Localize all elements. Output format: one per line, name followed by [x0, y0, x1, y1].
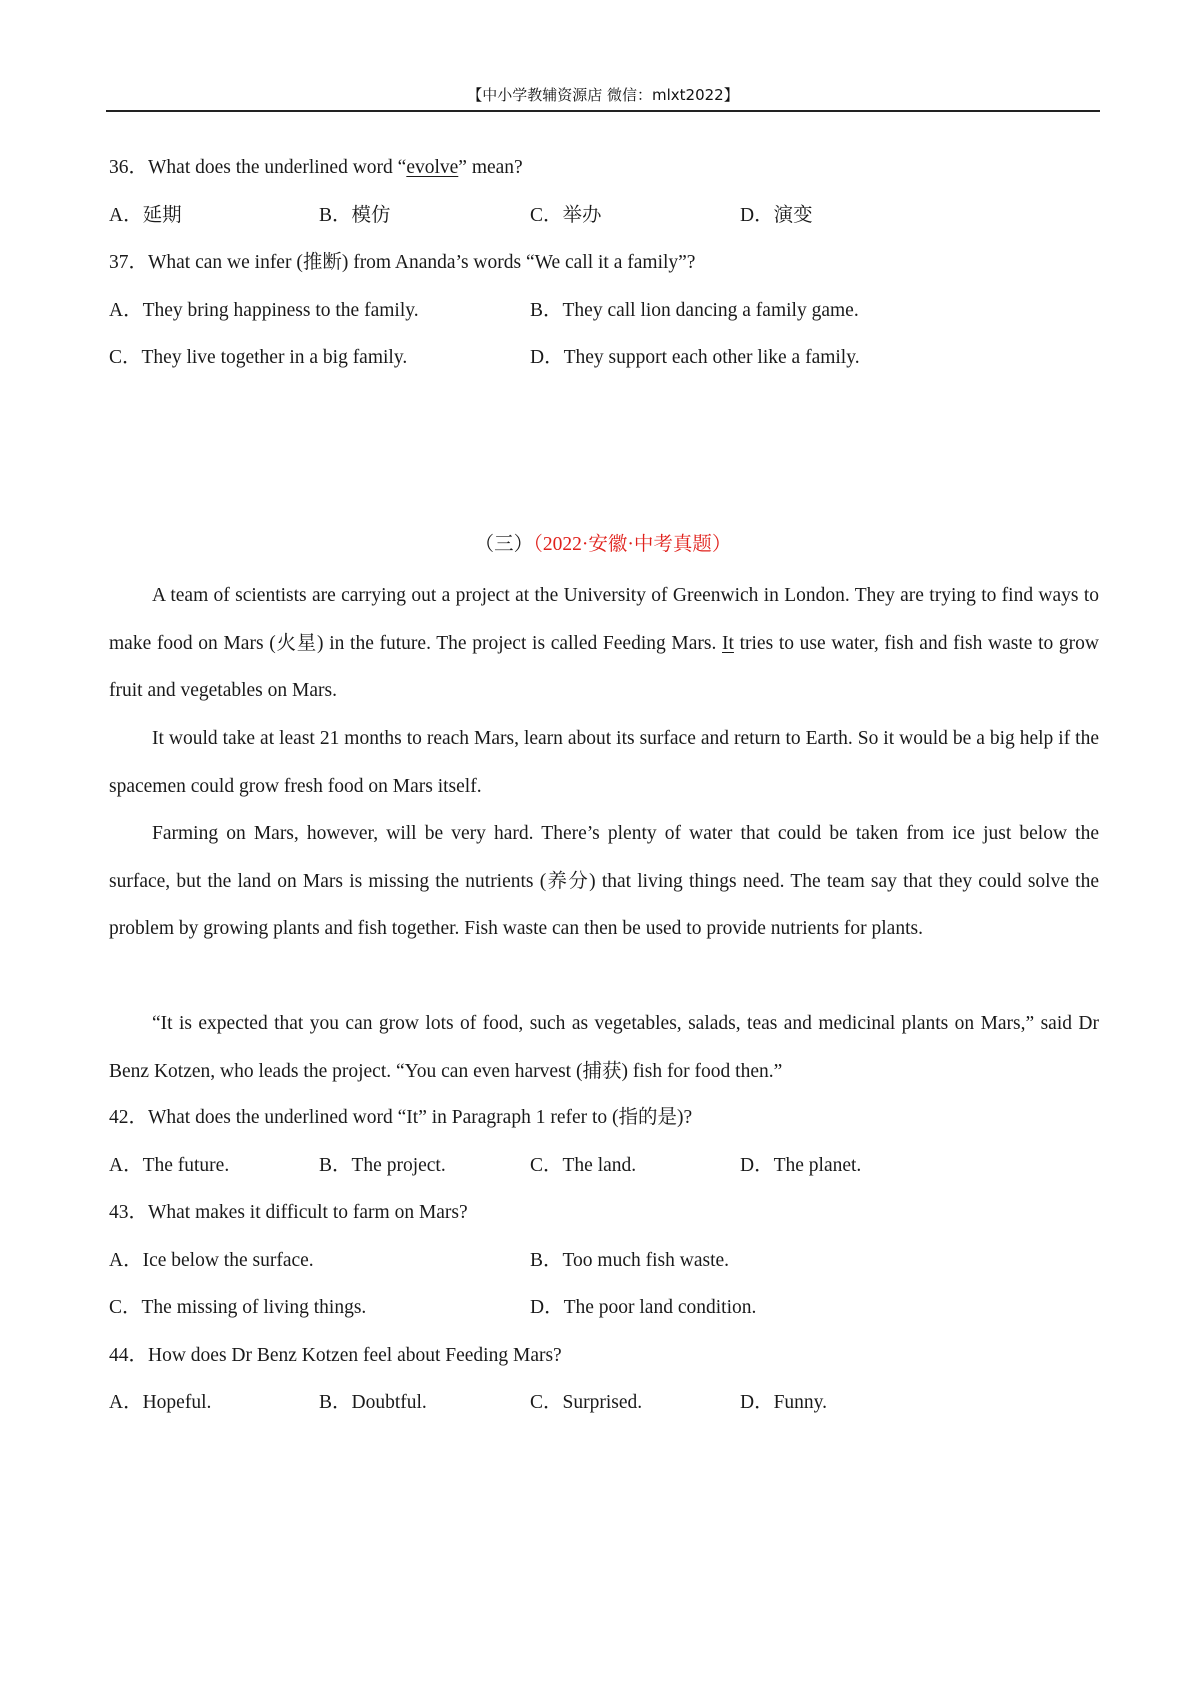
option-c: C．Surprised. [530, 1392, 643, 1413]
paragraph-1-text-before: A team of scientists are carrying out a project at the University of Greenwich in London. They are trying to find ways to make food on Mars (火星) in the future. The project is called Feeding Mars. [109, 585, 1099, 654]
option-d: D．Funny. [740, 1392, 828, 1413]
underlined-word-it: It [722, 632, 734, 654]
underlined-word-evolve: evolve [406, 157, 459, 178]
passage-paragraph-2: It would take at least 21 months to reach Mars, learn about its surface and return to Earth. So it would be a big help if the spacemen could grow fresh food on Mars itself. [109, 728, 1099, 797]
question-36-text-after: ” mean? [458, 157, 523, 178]
option-d: D．The poor land condition. [530, 1297, 757, 1318]
option-d: D．The planet. [740, 1155, 862, 1176]
option-a: A．延期 [109, 205, 182, 226]
option-b: B．They call lion dancing a family game. [530, 300, 859, 321]
question-43: 43．What makes it difficult to farm on Mars? [109, 1202, 468, 1223]
header-divider [106, 110, 1100, 112]
option-d: D．演变 [740, 205, 813, 226]
page-header: 【中小学教辅资源店 微信：mlxt2022】 [467, 86, 739, 104]
option-a: A．Hopeful. [109, 1392, 212, 1413]
option-c: C．The missing of living things. [109, 1297, 367, 1318]
question-37: 37．What can we infer (推断) from Ananda’s words “We call it a family”? [109, 252, 696, 273]
question-42: 42．What does the underlined word “It” in Paragraph 1 refer to (指的是)? [109, 1107, 693, 1128]
section-label: （三） [474, 534, 534, 555]
question-36-number: 36． [109, 157, 149, 178]
section-title [106, 532, 1100, 558]
option-c: C．举办 [530, 205, 602, 226]
option-b: B．The project. [319, 1155, 446, 1176]
option-b: B．Too much fish waste. [530, 1250, 730, 1271]
paragraph-1-text-after: tries to use water, fish and fish waste to grow fruit and vegetables on Mars. [109, 632, 1099, 701]
option-a: A．They bring happiness to the family. [109, 300, 419, 321]
option-d: D．They support each other like a family. [530, 347, 860, 368]
passage-paragraph-3: Farming on Mars, however, will be very hard. There’s plenty of water that could be taken from ice just below the surface, but the land on Mars is missing the nutrients (养分) that living things need. The team say that they could solve the problem by growing plants and fish together. Fish waste can then be used to provide nutrients for plants. [109, 823, 1099, 939]
passage-paragraph-4: “It is expected that you can grow lots of food, such as vegetables, salads, teas and medicinal plants on Mars,” said Dr Benz Kotzen, who leads the project. “You can even harvest (捕获) fish for food then.” [109, 1013, 1099, 1082]
option-c: C．The land. [530, 1155, 637, 1176]
option-a: A．Ice below the surface. [109, 1250, 314, 1271]
option-b: B．模仿 [319, 205, 391, 226]
question-44: 44．How does Dr Benz Kotzen feel about Feeding Mars? [109, 1345, 562, 1366]
question-36 [109, 155, 523, 181]
option-b: B．Doubtful. [319, 1392, 427, 1413]
section-source: （2022·安徽·中考真题） [533, 534, 732, 555]
option-a: A．The future. [109, 1155, 230, 1176]
passage-paragraph-1 [109, 572, 1099, 715]
question-36-text-before: What does the underlined word “ [148, 157, 407, 178]
option-c: C．They live together in a big family. [109, 347, 408, 368]
